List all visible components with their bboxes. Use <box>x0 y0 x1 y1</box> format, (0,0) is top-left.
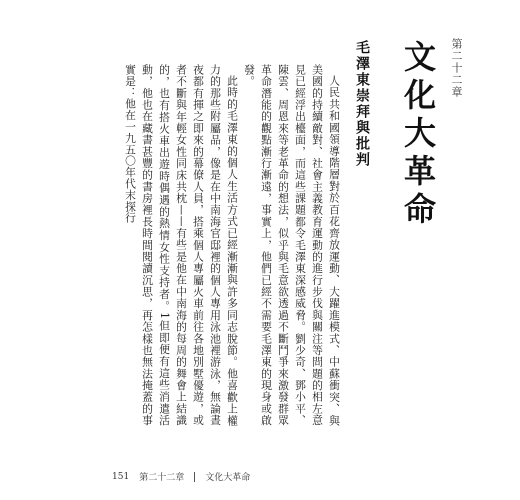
body-text <box>118 64 343 426</box>
section-title: 毛澤東崇拜與批判 <box>354 40 370 168</box>
footer-chapter-title: 文化大革命 <box>205 473 251 483</box>
chapter-number: 第二十二章 <box>450 38 463 98</box>
chapter-title: 文化大革命 <box>399 40 437 230</box>
page-footer <box>112 470 250 483</box>
footer-chapter-label: 第二十二章 <box>139 473 185 483</box>
body-paragraph-1: 人民共和國領導階層對於百花齊放運動、大躍進模式、中蘇衝突、與美國的持續敵對、社會主義教育運動的進行步伐與關注等問題的相左意見已經浮出檯面，而這些課題都令毛澤東深感威脅。劉少奇、鄧小平、陳雲、周恩來等老革命的想法，似乎與毛意欲透過不斷鬥爭來激發群眾革命潛能的觀點漸行漸遠，事實上，他們已經不需要毛澤東的現身或啟發。 <box>243 64 341 426</box>
page-number: 151 <box>112 471 130 482</box>
body-paragraph-2: 此時的毛澤東的個人生活方式已經漸漸與許多同志脫節。他喜歡上權力的那些附屬品，像是在中南海官邸裡的個人專用泳池裡游泳，無論晝夜都有揮之即來的幕僚人員，搭乘個人專屬火車前往各地別墅優遊，或者不斷與年輕女性同床共枕——有些是他在中南海的每周的舞會上結識的，也有搭火車出遊時偶遇的熱情女性支持者。1但即便有這些消遣活動，他也在藏書甚豐的書房裡長時間閱讀沉思，再怎樣也無法掩蓋的事實是：他在一九五〇年代末探行 <box>124 64 239 426</box>
footer-divider <box>194 472 195 482</box>
